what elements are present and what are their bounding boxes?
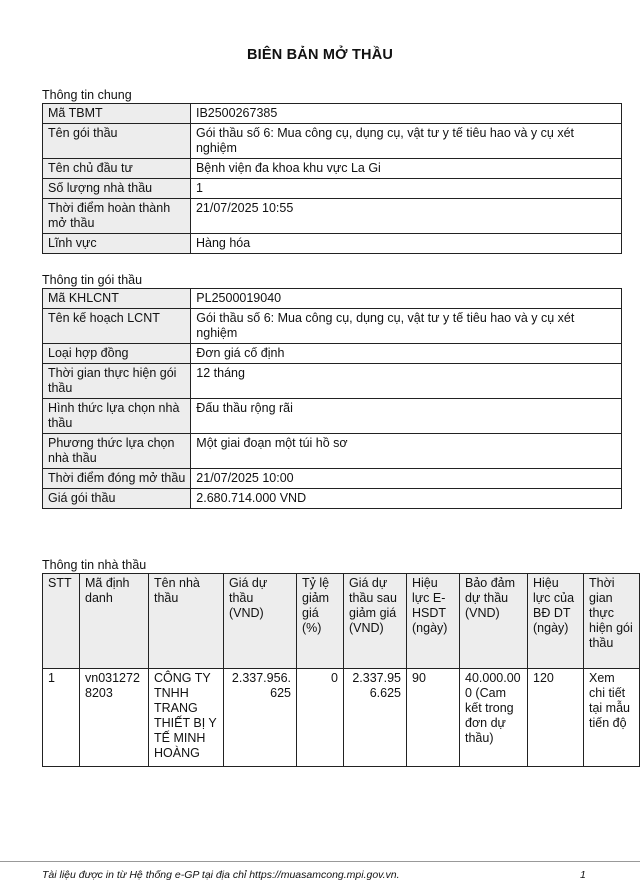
table-row [43,159,622,179]
column-header-bid-price: Giá dự thầu (VND) [224,574,297,669]
table-row [43,669,640,767]
table-row [43,179,622,199]
row-value: Bệnh viện đa khoa khu vực La Gi [190,159,621,179]
row-value: Gói thầu số 6: Mua công cụ, dụng cụ, vật tư y tế tiêu hao và y cụ xét nghiệm [190,124,621,159]
column-header-discount: Tỷ lệ giảm giá (%) [297,574,344,669]
column-header-validity: Hiệu lực E-HSDT (ngày) [407,574,460,669]
column-header-code: Mã định danh [80,574,149,669]
package-info-heading: Thông tin gói thầu [42,273,143,287]
row-value: Gói thầu số 6: Mua công cụ, dụng cụ, vật tư y tế tiêu hao và y cụ xét nghiệm [191,309,622,344]
general-info-heading: Thông tin chung [42,88,132,102]
column-header-stt: STT [43,574,80,669]
cell-code: vn0312728203 [80,669,149,767]
row-label: Tên gói thầu [43,124,191,159]
row-label: Hình thức lựa chọn nhà thầu [43,399,191,434]
table-header-row [43,574,640,669]
row-value: Đấu thầu rộng rãi [191,399,622,434]
table-row [43,399,622,434]
row-label: Lĩnh vực [43,234,191,254]
row-value: 21/07/2025 10:55 [190,199,621,234]
column-header-guarantee-validity: Hiệu lực của BĐ DT (ngày) [528,574,584,669]
row-value: Hàng hóa [190,234,621,254]
column-header-duration: Thời gian thực hiện gói thầu [584,574,640,669]
contractor-table [42,573,640,767]
row-value: 2.680.714.000 VND [191,489,622,509]
row-label: Thời điểm đóng mở thầu [43,469,191,489]
general-info-table [42,103,622,254]
row-label: Phương thức lựa chọn nhà thầu [43,434,191,469]
row-label: Loại hợp đồng [43,344,191,364]
row-label: Số lượng nhà thầu [43,179,191,199]
cell-name: CÔNG TY TNHH TRANG THIẾT BỊ Y TẾ MINH HOÀNG [149,669,224,767]
cell-discount: 0 [297,669,344,767]
row-value: PL2500019040 [191,289,622,309]
cell-guarantee-validity: 120 [528,669,584,767]
table-row [43,289,622,309]
cell-duration: Xem chi tiết tại mẫu tiến độ [584,669,640,767]
column-header-guarantee: Bảo đảm dự thầu (VND) [460,574,528,669]
cell-stt: 1 [43,669,80,767]
table-row [43,344,622,364]
footer-divider [0,861,640,862]
row-label: Mã TBMT [43,104,191,124]
cell-validity: 90 [407,669,460,767]
contractor-info-heading: Thông tin nhà thầu [42,558,147,572]
table-row [43,364,622,399]
table-row [43,104,622,124]
cell-bid-price: 2.337.956.625 [224,669,297,767]
table-row [43,309,622,344]
column-header-name: Tên nhà thầu [149,574,224,669]
row-label: Mã KHLCNT [43,289,191,309]
table-row [43,469,622,489]
document-title: BIÊN BẢN MỞ THẦU [246,47,394,63]
footer-note: Tài liệu được in từ Hệ thống e-GP tại địa chỉ https://muasamcong.mpi.gov.vn. [42,869,400,881]
row-label: Thời gian thực hiện gói thầu [43,364,191,399]
table-row [43,489,622,509]
cell-after-discount: 2.337.956.625 [344,669,407,767]
row-value: Đơn giá cố định [191,344,622,364]
table-row [43,234,622,254]
table-row [43,434,622,469]
row-value: IB2500267385 [190,104,621,124]
page-number: 1 [580,869,586,881]
cell-guarantee: 40.000.000 (Cam kết trong đơn dự thầu) [460,669,528,767]
table-row [43,124,622,159]
row-label: Tên chủ đầu tư [43,159,191,179]
row-label: Tên kế hoạch LCNT [43,309,191,344]
table-row [43,199,622,234]
column-header-after-discount: Giá dự thầu sau giảm giá (VND) [344,574,407,669]
row-value: 1 [190,179,621,199]
row-label: Giá gói thầu [43,489,191,509]
package-info-table [42,288,622,509]
row-value: Một giai đoạn một túi hồ sơ [191,434,622,469]
row-value: 21/07/2025 10:00 [191,469,622,489]
row-label: Thời điểm hoàn thành mở thầu [43,199,191,234]
row-value: 12 tháng [191,364,622,399]
